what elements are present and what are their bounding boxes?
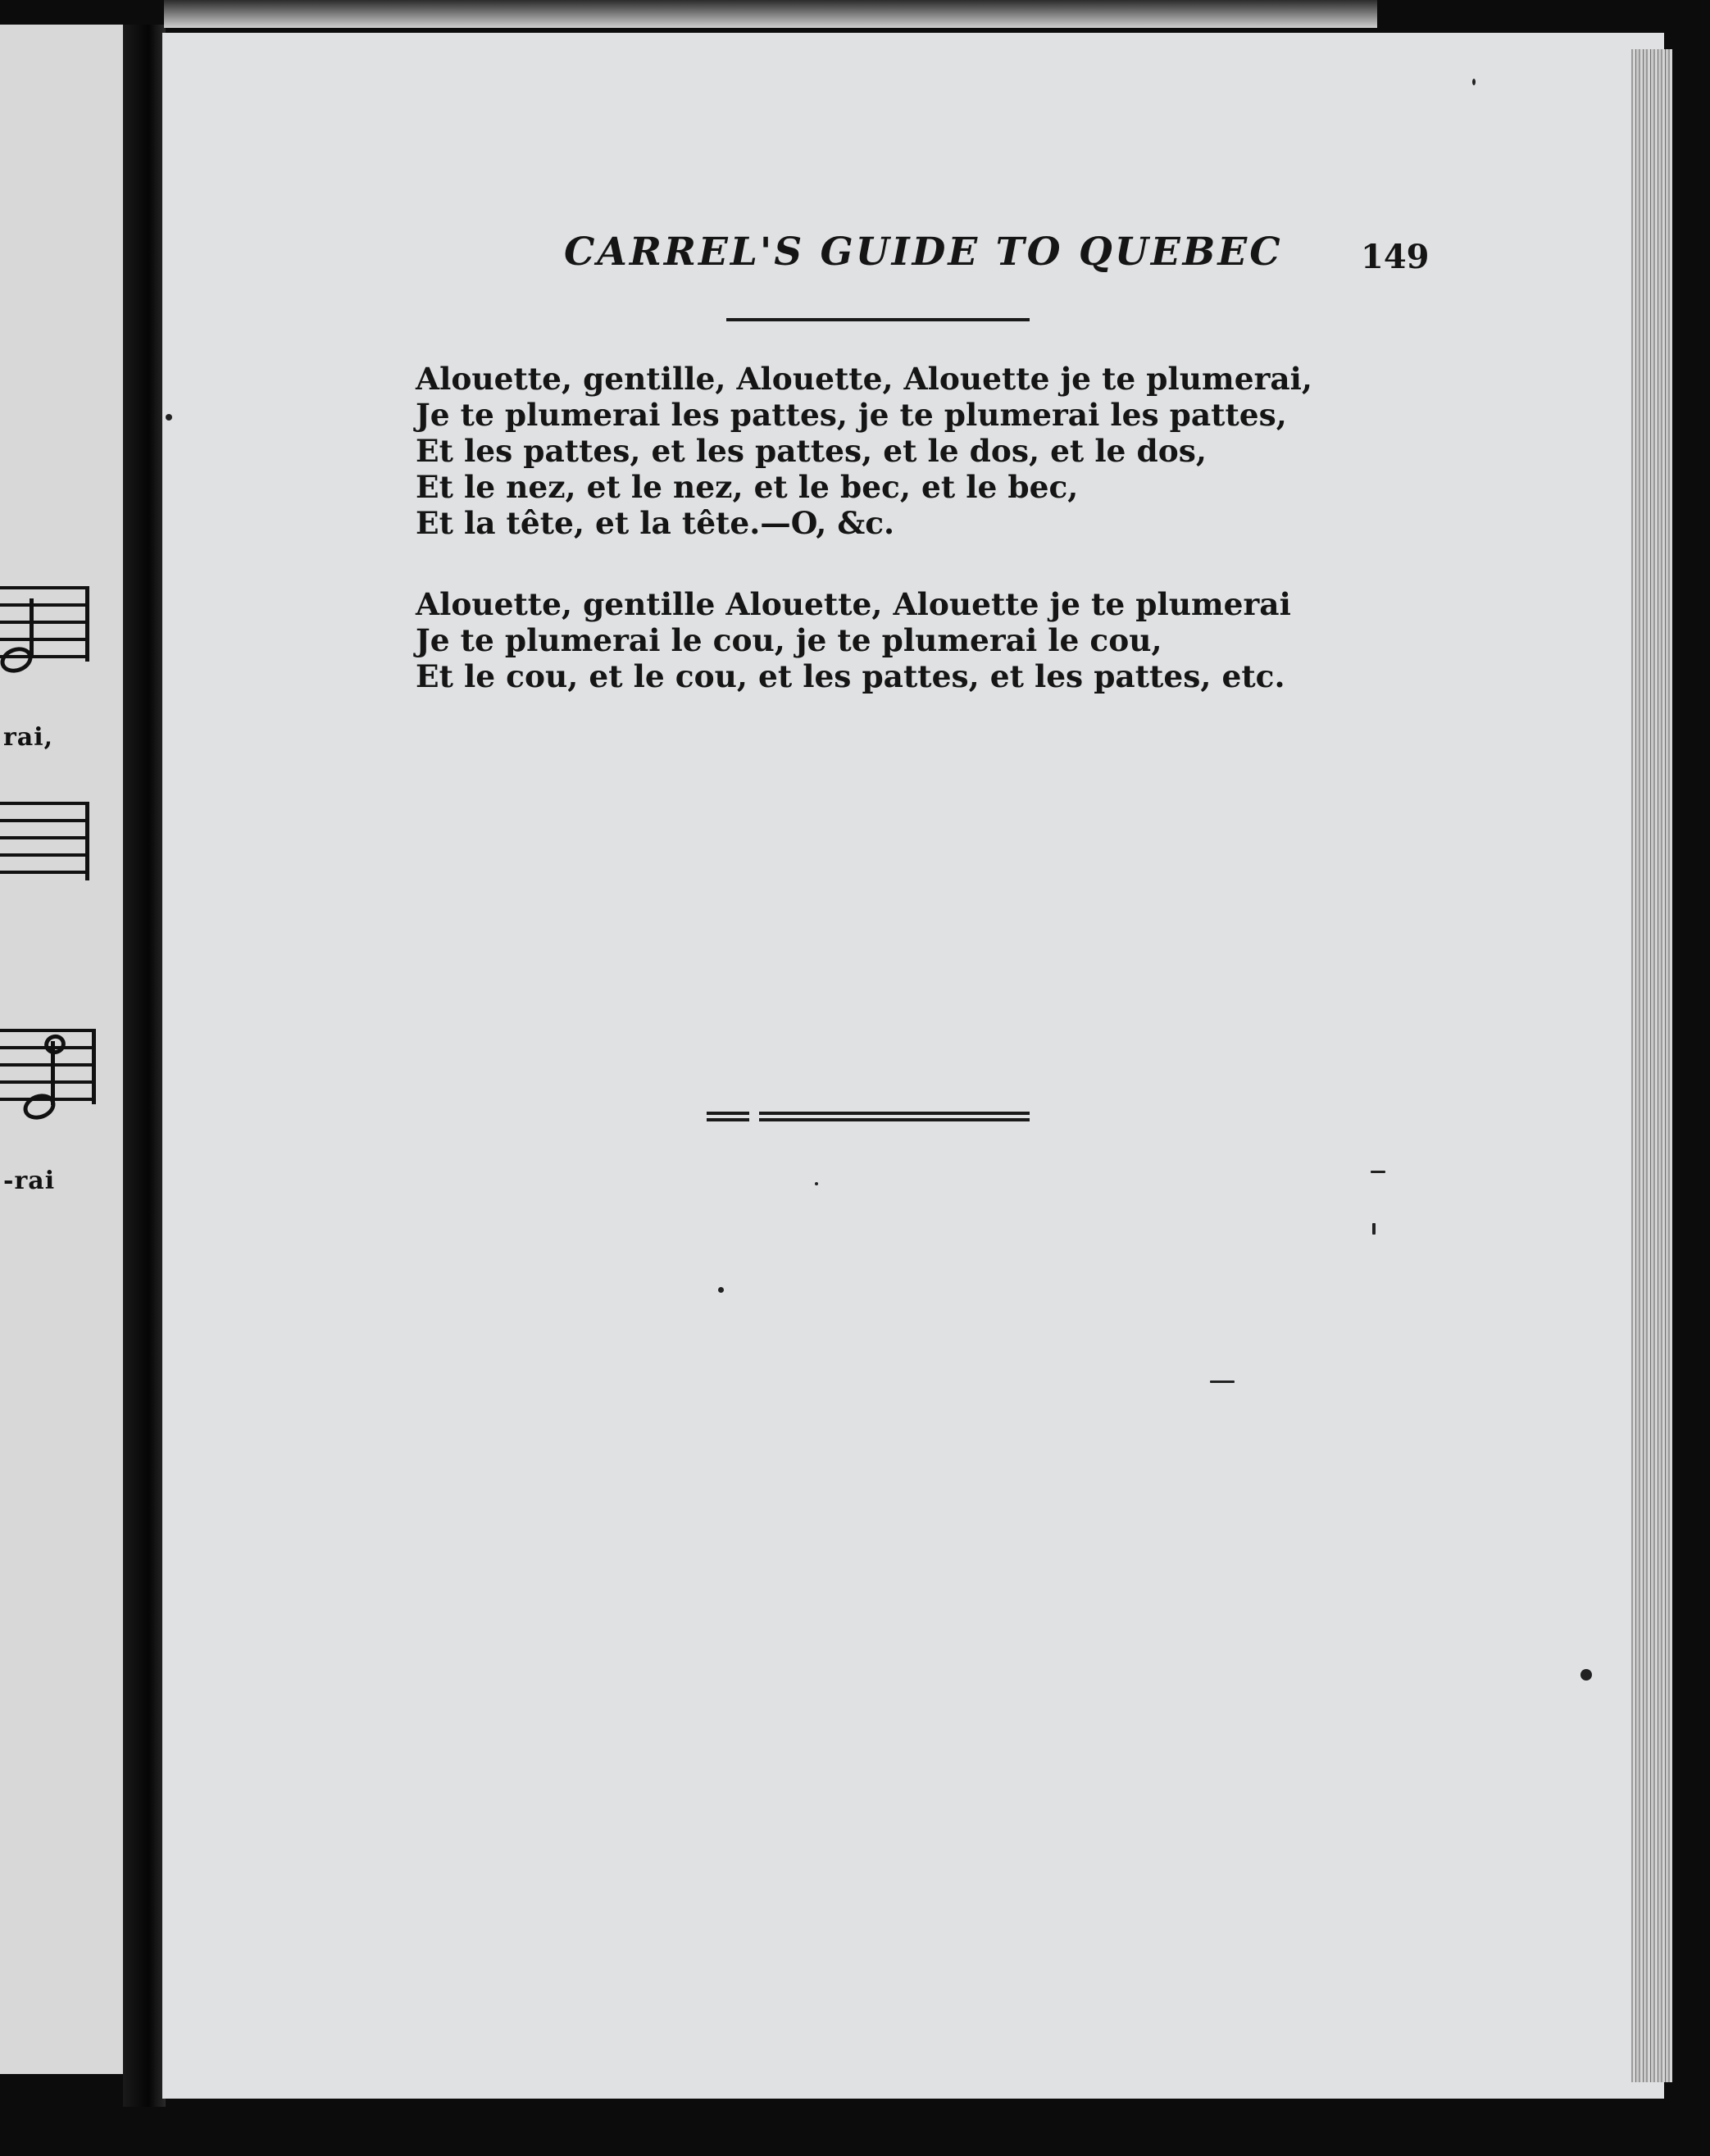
lyric-fragment: rai, — [3, 723, 54, 752]
scan-speck — [1580, 1669, 1592, 1681]
end-of-section-rule — [707, 1112, 1030, 1123]
running-head: CARREL'S GUIDE TO QUEBEC — [564, 230, 1283, 275]
song-stanza-1 — [416, 361, 1312, 541]
verse-line: Alouette, gentille Alouette, Alouette je te plumerai — [416, 586, 1291, 622]
scan-speck — [815, 1182, 818, 1185]
note-stem — [30, 598, 34, 656]
page-edge-texture — [1631, 49, 1672, 2082]
verse-line: Je te plumerai le cou, je te plumerai le cou, — [416, 622, 1162, 658]
scan-speck — [1372, 1223, 1376, 1235]
verse-line: Je te plumerai les pattes, je te plumerai les pattes, — [416, 397, 1287, 433]
scan-speck — [1210, 1380, 1235, 1383]
book-gutter — [123, 25, 166, 2107]
music-staff-fragment — [0, 802, 89, 880]
book-page — [162, 33, 1664, 2099]
song-stanza-2 — [416, 586, 1291, 694]
scan-top-edge — [164, 0, 1377, 28]
page-number: 149 — [1361, 238, 1430, 276]
verse-line: Alouette, gentille, Alouette, Alouette je te plumerai, — [416, 361, 1312, 397]
verse-line: Et les pattes, et les pattes, et le dos, et le dos, — [416, 433, 1207, 469]
lyric-fragment: -rai — [3, 1167, 56, 1195]
scan-speck — [166, 414, 172, 421]
verse-line: Et le nez, et le nez, et le bec, et le bec, — [416, 469, 1079, 505]
scan-speck — [1371, 1171, 1385, 1173]
verse-line: Et le cou, et le cou, et les pattes, et les pattes, etc. — [416, 658, 1285, 694]
verse-line: Et la tête, et la tête.—O, &c. — [416, 505, 895, 541]
scan-speck — [718, 1287, 724, 1293]
scan-speck — [1472, 79, 1476, 85]
header-rule — [726, 318, 1030, 321]
